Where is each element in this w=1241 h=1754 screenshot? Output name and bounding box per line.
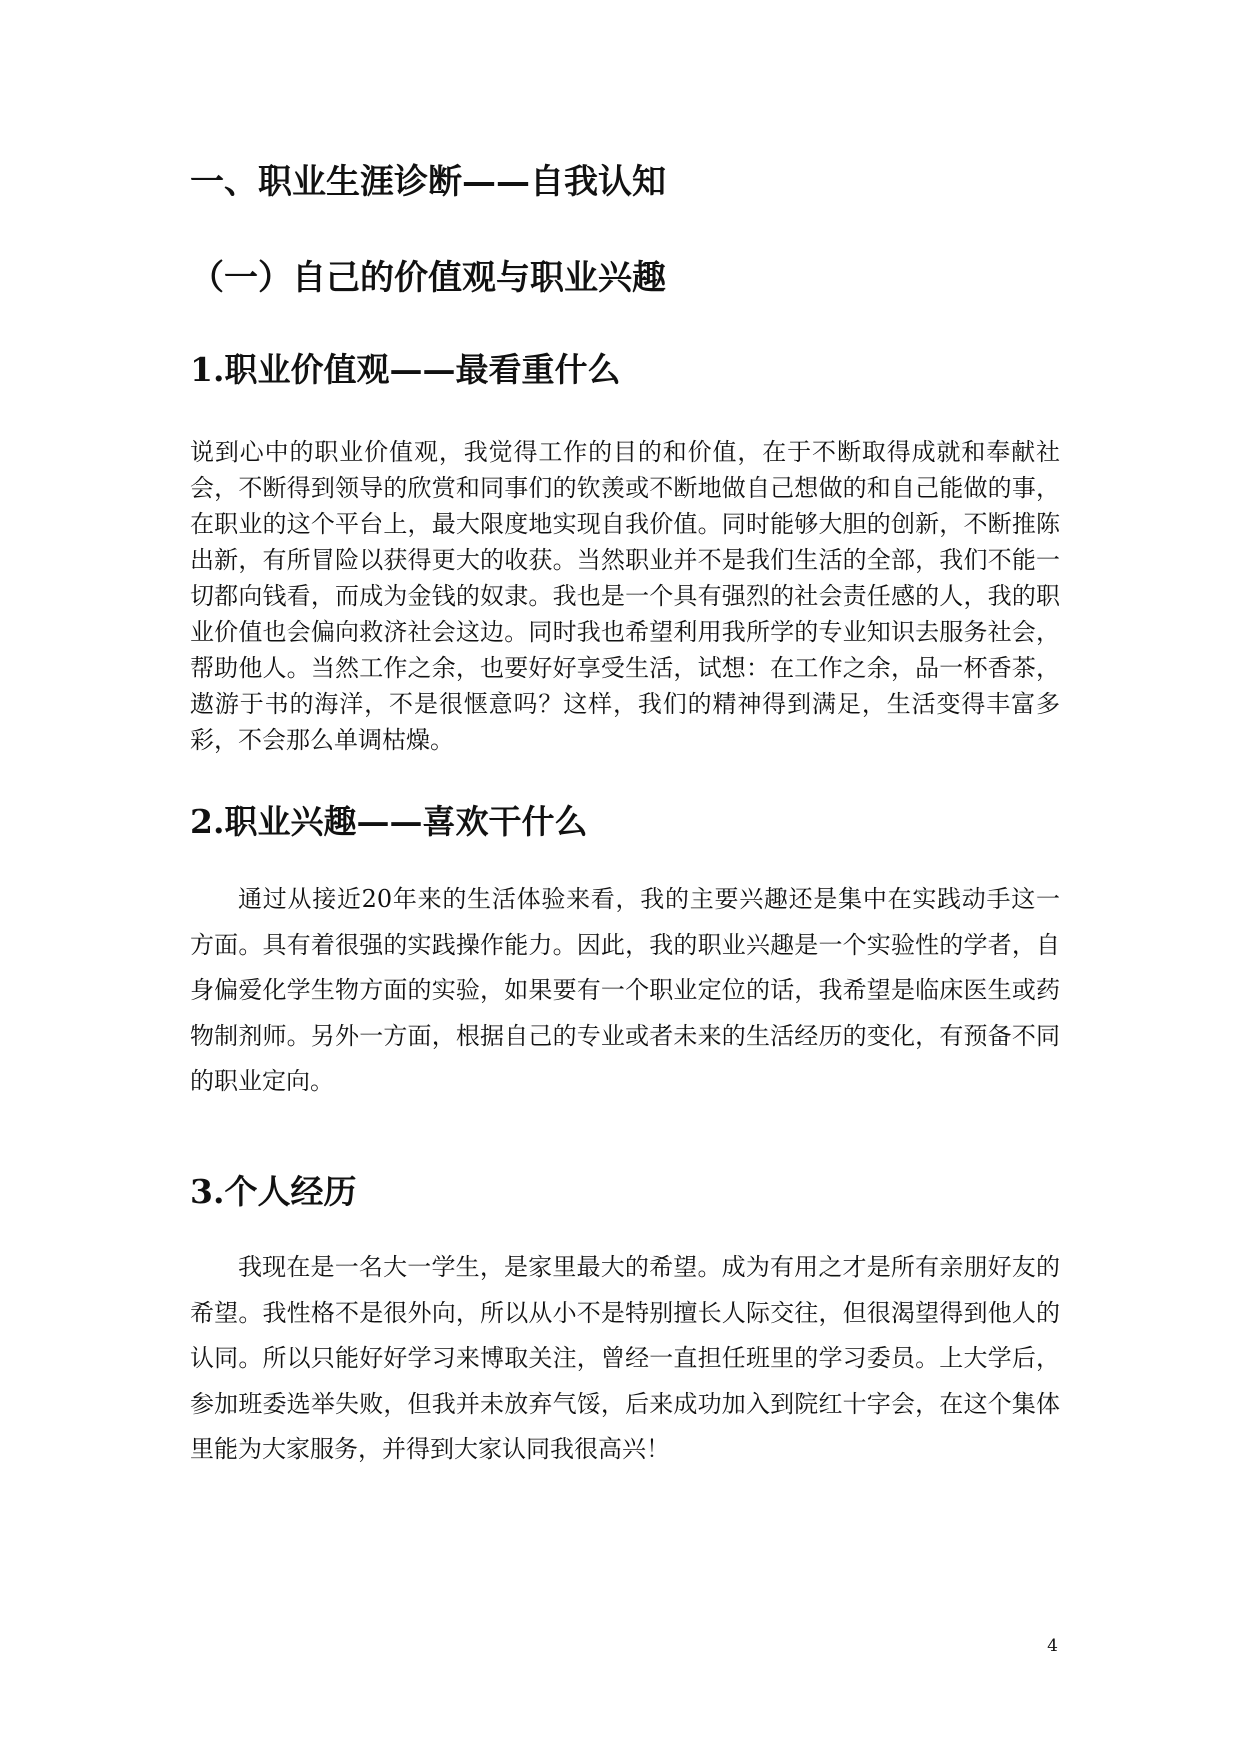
sub-heading: （一）自己的价值观与职业兴趣: [190, 258, 666, 298]
section-title-career-values: 1.职业价值观——最看重什么: [190, 350, 621, 389]
section-title-personal-experience: 3.个人经历: [190, 1172, 357, 1211]
section-body-personal-experience: 我现在是一名大一学生，是家里最大的希望。成为有用之才是所有亲朋好友的希望。我性格不是很外向，所以从小不是特别擅长人际交往，但很渴望得到他人的认同。所以只能好好学习来博取关注，曾经一直担任班里的学习委员。上大学后，参加班委选举失败，但我并未放弃气馁，后来成功加入到院红十字会，在这个集体里能为大家服务，并得到大家认同我很高兴！: [190, 1253, 1060, 1463]
main-heading: 一、职业生涯诊断——自我认知: [190, 162, 666, 202]
section-title-career-interest: 2.职业兴趣——喜欢干什么: [190, 802, 588, 841]
section-body-career-interest: 通过从接近20年来的生活体验来看，我的主要兴趣还是集中在实践动手这一方面。具有着很强的实践操作能力。因此，我的职业兴趣是一个实验性的学者，自身偏爱化学生物方面的实验，如果要有一个职业定位的话，我希望是临床医生或药物制剂师。另外一方面，根据自己的专业或者未来的生活经历的变化，有预备不同的职业定向。: [190, 885, 1060, 1095]
page-number: 4: [1047, 1636, 1058, 1656]
section-body-career-values: 说到心中的职业价值观，我觉得工作的目的和价值，在于不断取得成就和奉献社会，不断得到领导的欣赏和同事们的钦羡或不断地做自己想做的和自己能做的事，在职业的这个平台上，最大限度地实现自我价值。同时能够大胆的创新，不断推陈出新，有所冒险以获得更大的收获。当然职业并不是我们生活的全部，我们不能一切都向钱看，而成为金钱的奴隶。我也是一个具有强烈的社会责任感的人，我的职业价值也会偏向救济社会这边。同时我也希望利用我所学的专业知识去服务社会，帮助他人。当然工作之余，也要好好享受生活，试想：在工作之余，品一杯香茶，遨游于书的海洋，不是很惬意吗？这样，我们的精神得到满足，生活变得丰富多彩，不会那么单调枯燥。: [190, 438, 1060, 754]
